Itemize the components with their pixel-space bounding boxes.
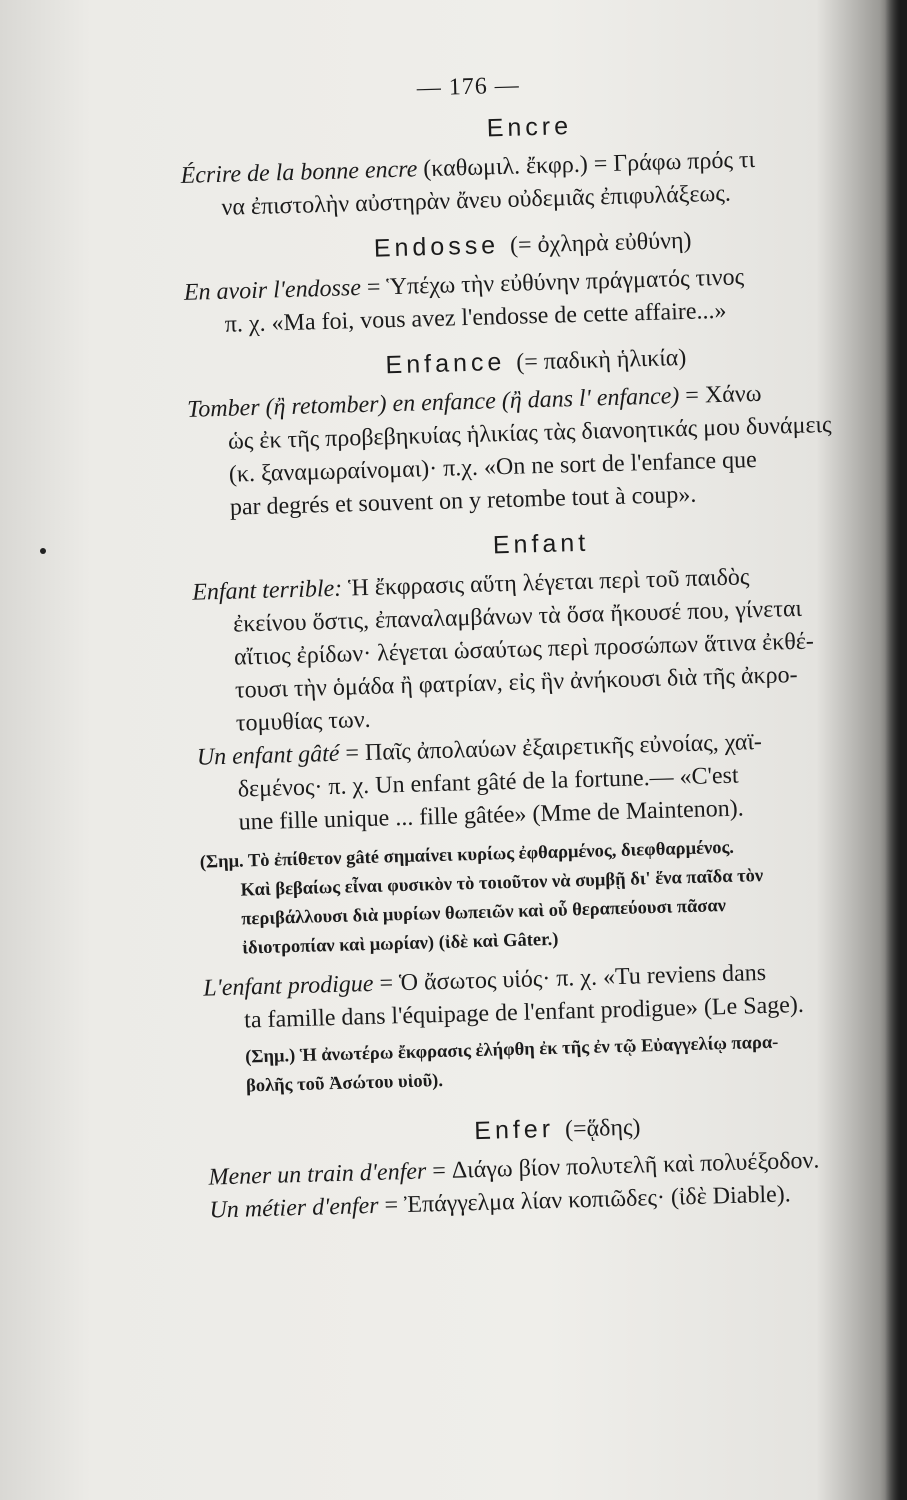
heading-word: Enfer xyxy=(473,1114,555,1146)
phrase: Mener un train d'enfer xyxy=(208,1158,427,1191)
definition: ἐκείνου ὅστις, ἐπαναλαμβάνων τὰ ὅσα ἤκουσέ που, γίνεται xyxy=(232,595,803,638)
definition: = Ἐπάγγελμα λίαν κοπιῶδες· (ἰδὲ Diable). xyxy=(378,1181,792,1219)
heading-word: Enfance xyxy=(385,347,506,380)
definition: (καθωμιλ. ἔκφρ.) = Γράφω πρός τι xyxy=(416,146,756,183)
phrase: Enfant terrible: xyxy=(191,575,343,606)
phrase: Un enfant gâté xyxy=(196,740,340,771)
heading-word: Encre xyxy=(486,112,573,143)
definition: ὡς ἐκ τῆς προβεβηκυίας ἡλικίας τὰς διανοητικάς μου δυνάμεις xyxy=(227,411,832,455)
heading-gloss: (= ὀχληρὰ εὐθύνη) xyxy=(509,227,692,259)
note-line: Καὶ βεβαίως εἶναι φυσικὸν τὸ τοιοῦτον νὰ συμβῇ δι' ἕνα παῖδα τὸν xyxy=(240,865,764,901)
definition: = Διάγω βίον πολυτελῆ καὶ πολυέξοδον. xyxy=(425,1147,820,1185)
note-line: περιβάλλουσι διὰ μυρίων θωπειῶν καὶ οὗ θεραπεύουσι πᾶσαν xyxy=(241,896,727,930)
phrase: Un métier d'enfer xyxy=(209,1192,379,1224)
definition: να ἐπιστολὴν αὐστηρὰν ἄνευ οὐδεμιᾶς ἐπιφυλάξεως. xyxy=(221,180,732,221)
definition: = Χάνω xyxy=(678,380,762,410)
phrase: Écrire de la bonne encre xyxy=(180,156,418,189)
definition: τουσι τὴν ὁμάδα ἢ φατρίαν, εἰς ἣν ἀνήκουσι διὰ τῆς ἀκρο- xyxy=(234,661,798,704)
page-text xyxy=(178,62,907,1227)
note-line: βολῆς τοῦ Ἀσώτου υἱοῦ). xyxy=(245,1070,444,1097)
definition: αἴτιος ἐρίδων· λέγεται ὡσαύτως περὶ προσώπων ἅτινα ἐκθέ- xyxy=(233,628,815,671)
note-line: (Σημ. Τὸ ἐπίθετον gâté σημαίνει κυρίως ἐφθαρμένος, διεφθαρμένος. xyxy=(199,837,735,873)
page-edge-shadow xyxy=(885,0,907,1500)
definition: = Ὁ ἄσωτος υἱός· π. χ. «Tu reviens dans xyxy=(373,959,767,997)
definition: δεμένος· π. χ. Un enfant gâté de la fortune.— «C'est xyxy=(237,762,739,803)
heading-word: Enfant xyxy=(492,528,590,560)
phrase: L'enfant prodigue xyxy=(202,970,374,1002)
definition: une fille unique ... fille gâtée» (Mme de Maintenon). xyxy=(238,795,745,836)
page-number: — 176 — xyxy=(416,72,521,102)
heading-word: Endosse xyxy=(373,231,500,263)
note-line: ἰδιοτροπίαν καὶ μωρίαν) (ἰδὲ καὶ Gâter.) xyxy=(241,929,559,959)
definition: τομυθίας των. xyxy=(235,706,371,737)
definition: (κ. ξαναμωραίνομαι)· π.χ. «On ne sort de l'enfance que xyxy=(228,446,758,488)
phrase: En avoir l'endosse xyxy=(183,274,362,306)
definition: ta famille dans l'équipage de l'enfant prodigue» (Le Sage). xyxy=(243,991,805,1034)
heading-gloss: (= παδικὴ ἡλικία) xyxy=(515,344,687,376)
note-line: (Σημ.) Ἡ ἀνωτέρω ἔκφρασις ἐλήφθη ἐκ τῆς ἐν τῷ Εὐαγγελίῳ παρα- xyxy=(244,1032,779,1068)
heading-gloss: (=ᾅδης) xyxy=(564,1114,641,1143)
margin-dot xyxy=(40,548,46,554)
definition: = Ὑπέχω τὴν εὐθύνην πράγματός τινος xyxy=(360,264,745,301)
definition: par degrés et souvent on y retombe tout à coup». xyxy=(229,481,697,521)
phrase: Tomber (ἢ retomber) en enfance (ἢ dans l' enfance) xyxy=(186,383,680,423)
definition: = Παῖς ἀπολαύων ἐξαιρετικῆς εὐνοίας, χαϊ- xyxy=(339,728,763,767)
definition: π. χ. «Ma foi, vous avez l'endosse de cette affaire...» xyxy=(224,297,727,338)
definition: Ἡ ἔκφρασις αὕτη λέγεται περὶ τοῦ παιδὸς xyxy=(341,564,750,602)
